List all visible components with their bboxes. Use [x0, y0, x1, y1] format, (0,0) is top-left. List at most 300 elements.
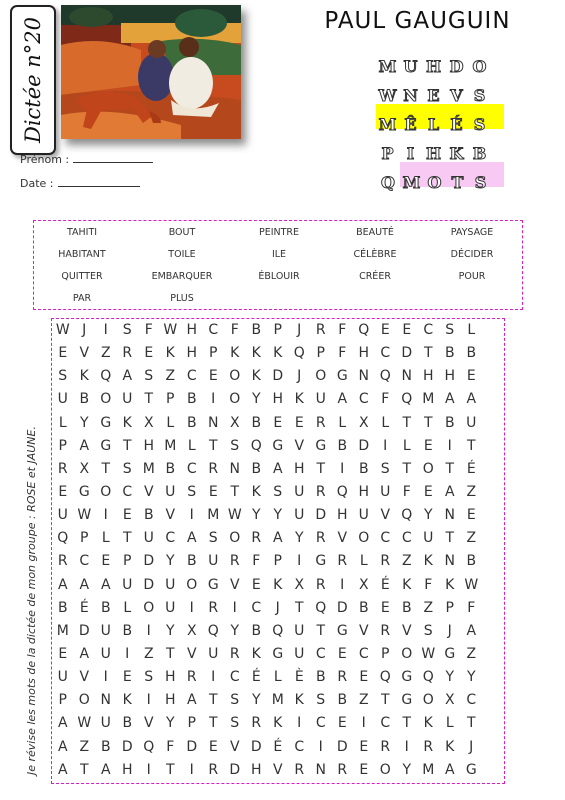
- word-search-letter[interactable]: K: [251, 483, 261, 500]
- word-search-letter[interactable]: R: [186, 669, 197, 686]
- word-search-letter[interactable]: C: [186, 460, 197, 477]
- word-search-letter[interactable]: W: [421, 645, 436, 662]
- word-search-letter[interactable]: M: [142, 460, 155, 477]
- word-search-letter[interactable]: X: [358, 414, 369, 431]
- word-search-letter[interactable]: B: [100, 599, 111, 616]
- word-search-letter[interactable]: U: [100, 715, 111, 732]
- word-search-letter[interactable]: K: [273, 576, 283, 593]
- prenom-line[interactable]: [73, 152, 153, 163]
- word-search-letter[interactable]: K: [165, 345, 175, 362]
- word-search-letter[interactable]: L: [166, 414, 175, 431]
- word-search-letter[interactable]: C: [380, 345, 391, 362]
- word-search-letter[interactable]: I: [211, 669, 216, 686]
- word-search-letter[interactable]: S: [187, 483, 197, 500]
- word-search-letter[interactable]: E: [380, 599, 390, 616]
- word-search-letter[interactable]: O: [229, 391, 241, 408]
- word-search-letter[interactable]: S: [208, 530, 218, 547]
- word-search-letter[interactable]: L: [338, 414, 347, 431]
- word-search-letter[interactable]: K: [273, 345, 283, 362]
- word-search-letter[interactable]: I: [146, 622, 151, 639]
- date-line[interactable]: [58, 176, 140, 187]
- word-search-letter[interactable]: E: [380, 322, 390, 338]
- word-search-letter[interactable]: S: [122, 460, 132, 477]
- word-search-letter[interactable]: A: [79, 576, 90, 593]
- word-search-letter[interactable]: T: [466, 715, 476, 732]
- word-search-letter[interactable]: G: [272, 645, 284, 662]
- word-search-letter[interactable]: J: [469, 738, 474, 755]
- word-search-letter[interactable]: D: [336, 738, 348, 755]
- word-search-letter[interactable]: T: [101, 460, 111, 477]
- word-search-letter[interactable]: Q: [315, 599, 327, 616]
- word-search-letter[interactable]: G: [100, 414, 112, 431]
- word-search-letter[interactable]: Y: [251, 391, 261, 408]
- word-search-letter[interactable]: H: [121, 761, 133, 778]
- word-search-letter[interactable]: G: [315, 437, 327, 454]
- word-search-letter[interactable]: X: [186, 622, 197, 639]
- word-search-letter[interactable]: T: [165, 645, 175, 662]
- word-search-letter[interactable]: Q: [57, 530, 69, 547]
- word-search-letter[interactable]: T: [294, 599, 304, 616]
- word-search-letter[interactable]: C: [229, 669, 240, 686]
- word-search-letter[interactable]: P: [58, 692, 67, 709]
- word-search-letter[interactable]: I: [103, 669, 108, 686]
- word-search-letter[interactable]: H: [444, 368, 456, 385]
- word-search-letter[interactable]: A: [79, 645, 90, 662]
- word-search-letter[interactable]: O: [186, 576, 198, 593]
- word-search-letter[interactable]: E: [337, 645, 347, 662]
- word-search-letter[interactable]: T: [208, 715, 218, 732]
- word-search-letter[interactable]: I: [297, 553, 302, 570]
- word-search-letter[interactable]: S: [273, 483, 283, 500]
- word-search-letter[interactable]: S: [380, 460, 390, 477]
- word-search-letter[interactable]: K: [251, 345, 261, 362]
- word-search-letter[interactable]: S: [144, 368, 154, 385]
- word-search-letter[interactable]: V: [229, 576, 240, 593]
- word-search-letter[interactable]: W: [77, 507, 92, 524]
- word-search-letter[interactable]: G: [272, 437, 284, 454]
- word-search-letter[interactable]: S: [144, 669, 154, 686]
- word-search-letter[interactable]: Q: [293, 345, 305, 362]
- word-search-letter[interactable]: D: [315, 507, 327, 524]
- word-search-letter[interactable]: C: [423, 322, 434, 338]
- word-search-letter[interactable]: X: [444, 692, 455, 709]
- word-search-letter[interactable]: A: [337, 391, 348, 408]
- word-search-letter[interactable]: R: [380, 738, 391, 755]
- word-search-letter[interactable]: I: [297, 715, 302, 732]
- word-search-letter[interactable]: X: [229, 414, 240, 431]
- word-search-letter[interactable]: Y: [294, 530, 304, 547]
- word-search-letter[interactable]: A: [79, 437, 90, 454]
- word-search-letter[interactable]: M: [422, 391, 435, 408]
- word-search-letter[interactable]: A: [466, 391, 477, 408]
- word-search-letter[interactable]: E: [208, 738, 218, 755]
- word-search-letter[interactable]: T: [445, 460, 455, 477]
- word-search-letter[interactable]: O: [315, 368, 327, 385]
- word-search-letter[interactable]: B: [337, 437, 348, 454]
- word-search-letter[interactable]: C: [380, 530, 391, 547]
- word-search-letter[interactable]: L: [402, 437, 411, 454]
- word-search-letter[interactable]: E: [466, 368, 476, 385]
- word-search-letter[interactable]: D: [186, 738, 198, 755]
- word-search-letter[interactable]: I: [125, 645, 130, 662]
- word-search-letter[interactable]: U: [294, 645, 305, 662]
- word-search-letter[interactable]: C: [251, 599, 262, 616]
- word-search-letter[interactable]: E: [251, 576, 261, 593]
- word-search-letter[interactable]: G: [207, 576, 219, 593]
- word-search-letter[interactable]: I: [189, 507, 194, 524]
- word-search-letter[interactable]: E: [58, 645, 68, 662]
- word-search-letter[interactable]: L: [101, 530, 110, 547]
- word-search-letter[interactable]: E: [273, 414, 283, 431]
- word-search-letter[interactable]: N: [444, 507, 455, 524]
- word-search-letter[interactable]: Y: [423, 507, 433, 524]
- word-search-letter[interactable]: N: [358, 368, 369, 385]
- word-search-letter[interactable]: O: [143, 599, 155, 616]
- word-search-letter[interactable]: O: [401, 645, 413, 662]
- word-search-letter[interactable]: T: [402, 460, 412, 477]
- word-search-letter[interactable]: T: [165, 761, 175, 778]
- word-search-letter[interactable]: G: [336, 622, 348, 639]
- word-search-letter[interactable]: B: [315, 669, 326, 686]
- word-search-letter[interactable]: U: [208, 553, 219, 570]
- word-search-letter[interactable]: D: [121, 738, 133, 755]
- word-search-letter[interactable]: A: [444, 483, 455, 500]
- word-search-letter[interactable]: E: [359, 761, 369, 778]
- word-search-letter[interactable]: V: [143, 715, 154, 732]
- word-search-letter[interactable]: K: [251, 645, 261, 662]
- word-search-letter[interactable]: W: [55, 322, 70, 338]
- word-search-letter[interactable]: U: [294, 507, 305, 524]
- word-search-letter[interactable]: T: [144, 391, 154, 408]
- word-search-letter[interactable]: H: [186, 322, 198, 338]
- word-search-letter[interactable]: S: [423, 622, 433, 639]
- word-search-letter[interactable]: V: [337, 530, 348, 547]
- word-search-letter[interactable]: Y: [466, 669, 476, 686]
- word-search-letter[interactable]: T: [402, 414, 412, 431]
- word-search-letter[interactable]: C: [358, 391, 369, 408]
- word-search-letter[interactable]: K: [423, 553, 433, 570]
- word-search-letter[interactable]: A: [100, 576, 111, 593]
- word-search-letter[interactable]: H: [358, 345, 370, 362]
- word-search-letter[interactable]: D: [78, 622, 90, 639]
- word-search-letter[interactable]: B: [122, 715, 133, 732]
- word-search-letter[interactable]: Q: [143, 738, 155, 755]
- word-search-letter[interactable]: C: [186, 368, 197, 385]
- word-search-letter[interactable]: P: [80, 530, 89, 547]
- word-search-letter[interactable]: A: [186, 530, 197, 547]
- word-search-letter[interactable]: Z: [466, 530, 477, 547]
- word-search-letter[interactable]: Z: [143, 645, 154, 662]
- word-search-letter[interactable]: T: [423, 414, 433, 431]
- word-search-letter[interactable]: A: [122, 368, 133, 385]
- word-search-letter[interactable]: O: [100, 391, 112, 408]
- word-search-letter[interactable]: A: [186, 692, 197, 709]
- word-search-letter[interactable]: E: [101, 553, 111, 570]
- word-search-letter[interactable]: É: [466, 460, 476, 477]
- word-search-letter[interactable]: J: [297, 322, 302, 338]
- word-search-letter[interactable]: N: [208, 414, 219, 431]
- word-search-letter[interactable]: R: [315, 322, 326, 338]
- word-search-letter[interactable]: O: [422, 460, 434, 477]
- word-search-letter[interactable]: U: [423, 530, 434, 547]
- word-search-letter[interactable]: E: [423, 483, 433, 500]
- word-search-letter[interactable]: E: [337, 715, 347, 732]
- word-search-letter[interactable]: R: [251, 715, 262, 732]
- word-search-letter[interactable]: Q: [272, 622, 284, 639]
- word-search-letter[interactable]: B: [186, 553, 197, 570]
- word-search-letter[interactable]: U: [315, 391, 326, 408]
- word-search-letter[interactable]: É: [251, 669, 261, 686]
- word-search-letter[interactable]: A: [444, 391, 455, 408]
- word-search-letter[interactable]: E: [208, 483, 218, 500]
- word-search-letter[interactable]: K: [294, 692, 304, 709]
- word-search-letter[interactable]: U: [57, 391, 68, 408]
- word-search-letter[interactable]: U: [165, 599, 176, 616]
- word-search-letter[interactable]: W: [464, 576, 479, 593]
- word-search-letter[interactable]: U: [358, 507, 369, 524]
- word-search-letter[interactable]: U: [208, 645, 219, 662]
- word-search-letter[interactable]: G: [401, 669, 413, 686]
- word-search-letter[interactable]: R: [380, 622, 391, 639]
- word-search-letter[interactable]: C: [122, 483, 133, 500]
- word-search-letter[interactable]: K: [423, 715, 433, 732]
- word-search-letter[interactable]: R: [337, 761, 348, 778]
- word-search-letter[interactable]: V: [294, 437, 305, 454]
- word-search-letter[interactable]: E: [144, 345, 154, 362]
- word-search-letter[interactable]: V: [272, 761, 283, 778]
- word-search-letter[interactable]: R: [229, 645, 240, 662]
- word-search-letter[interactable]: D: [229, 761, 241, 778]
- word-search-letter[interactable]: C: [380, 715, 391, 732]
- word-search-letter[interactable]: E: [58, 483, 68, 500]
- word-search-letter[interactable]: M: [271, 692, 284, 709]
- word-search-letter[interactable]: F: [230, 322, 239, 338]
- word-search-letter[interactable]: G: [465, 761, 477, 778]
- word-search-letter[interactable]: K: [273, 715, 283, 732]
- word-search-letter[interactable]: P: [123, 553, 132, 570]
- word-search-letter[interactable]: E: [423, 437, 433, 454]
- word-search-letter[interactable]: Q: [250, 437, 262, 454]
- word-search-letter[interactable]: M: [207, 507, 220, 524]
- word-search-letter[interactable]: G: [336, 368, 348, 385]
- word-search-letter[interactable]: C: [466, 692, 477, 709]
- word-search-letter[interactable]: Z: [423, 599, 434, 616]
- word-search-letter[interactable]: V: [165, 507, 176, 524]
- word-search-letter[interactable]: B: [466, 345, 477, 362]
- word-search-letter[interactable]: V: [79, 345, 90, 362]
- word-search-letter[interactable]: R: [337, 553, 348, 570]
- word-search-letter[interactable]: R: [423, 738, 434, 755]
- word-search-letter[interactable]: E: [466, 507, 476, 524]
- word-search-letter[interactable]: P: [381, 645, 390, 662]
- word-search-letter[interactable]: P: [187, 715, 196, 732]
- word-search-letter[interactable]: I: [447, 437, 452, 454]
- word-search-letter[interactable]: D: [336, 599, 348, 616]
- word-search-letter[interactable]: U: [165, 483, 176, 500]
- word-search-letter[interactable]: V: [143, 483, 154, 500]
- word-search-letter[interactable]: D: [358, 437, 370, 454]
- word-search-letter[interactable]: Q: [422, 669, 434, 686]
- word-search-letter[interactable]: P: [166, 391, 175, 408]
- word-search-letter[interactable]: H: [186, 345, 198, 362]
- word-search-letter[interactable]: W: [163, 322, 178, 338]
- word-search-letter[interactable]: Q: [401, 391, 413, 408]
- word-search-letter[interactable]: H: [164, 669, 176, 686]
- word-search-letter[interactable]: L: [381, 414, 390, 431]
- word-search-letter[interactable]: B: [401, 599, 412, 616]
- word-search-letter[interactable]: O: [100, 483, 112, 500]
- word-search-letter[interactable]: S: [122, 322, 132, 338]
- word-search-letter[interactable]: Z: [165, 368, 176, 385]
- word-search-letter[interactable]: K: [122, 414, 132, 431]
- word-search-letter[interactable]: P: [273, 322, 282, 338]
- word-search-letter[interactable]: B: [466, 553, 477, 570]
- word-search-letter[interactable]: K: [251, 368, 261, 385]
- word-search-letter[interactable]: Y: [251, 507, 261, 524]
- word-search-letter[interactable]: I: [189, 761, 194, 778]
- word-search-letter[interactable]: I: [211, 391, 216, 408]
- word-search-letter[interactable]: W: [77, 715, 92, 732]
- word-search-letter[interactable]: U: [57, 507, 68, 524]
- word-search-letter[interactable]: K: [122, 692, 132, 709]
- word-search-letter[interactable]: G: [315, 553, 327, 570]
- word-search-letter[interactable]: T: [122, 437, 132, 454]
- word-search-letter[interactable]: L: [58, 414, 67, 431]
- word-search-letter[interactable]: U: [100, 645, 111, 662]
- word-search-letter[interactable]: K: [79, 368, 89, 385]
- word-search-letter[interactable]: I: [146, 692, 151, 709]
- word-search-letter[interactable]: I: [146, 761, 151, 778]
- word-search-letter[interactable]: R: [315, 483, 326, 500]
- word-search-letter[interactable]: M: [422, 761, 435, 778]
- word-search-letter[interactable]: Y: [230, 622, 240, 639]
- word-search-letter[interactable]: S: [230, 437, 240, 454]
- word-search-letter[interactable]: X: [358, 576, 369, 593]
- word-search-letter[interactable]: N: [401, 368, 412, 385]
- word-search-letter[interactable]: T: [230, 483, 240, 500]
- word-search-letter[interactable]: B: [186, 391, 197, 408]
- word-search-letter[interactable]: I: [404, 738, 409, 755]
- word-search-letter[interactable]: Y: [251, 692, 261, 709]
- word-search-letter[interactable]: Z: [466, 645, 477, 662]
- word-search-letter[interactable]: C: [315, 645, 326, 662]
- word-search-letter[interactable]: A: [57, 576, 68, 593]
- word-search-letter[interactable]: M: [164, 437, 177, 454]
- word-search-letter[interactable]: T: [122, 530, 132, 547]
- word-search-letter[interactable]: J: [297, 368, 302, 385]
- word-search-letter[interactable]: U: [143, 530, 154, 547]
- word-search-letter[interactable]: U: [57, 669, 68, 686]
- word-search-letter[interactable]: A: [272, 530, 283, 547]
- word-search-letter[interactable]: D: [272, 368, 284, 385]
- word-search-letter[interactable]: C: [294, 738, 305, 755]
- word-search-letter[interactable]: U: [380, 483, 391, 500]
- word-search-letter[interactable]: N: [229, 460, 240, 477]
- word-search-letter[interactable]: F: [424, 576, 433, 593]
- word-search-letter[interactable]: F: [381, 391, 390, 408]
- word-search-letter[interactable]: L: [123, 599, 132, 616]
- word-search-letter[interactable]: Z: [358, 692, 369, 709]
- word-search-letter[interactable]: A: [57, 761, 68, 778]
- word-search-letter[interactable]: T: [208, 437, 218, 454]
- word-search-letter[interactable]: G: [100, 437, 112, 454]
- word-search-letter[interactable]: I: [103, 507, 108, 524]
- word-search-letter[interactable]: T: [316, 460, 326, 477]
- word-search-letter[interactable]: P: [58, 437, 67, 454]
- word-search-letter[interactable]: J: [82, 322, 87, 338]
- word-search-letter[interactable]: G: [444, 645, 456, 662]
- word-search-letter[interactable]: L: [467, 322, 476, 338]
- word-search-letter[interactable]: K: [230, 345, 240, 362]
- word-search-letter[interactable]: C: [79, 553, 90, 570]
- word-search-letter[interactable]: Q: [336, 483, 348, 500]
- word-search-letter[interactable]: C: [165, 530, 176, 547]
- word-search-letter[interactable]: P: [445, 599, 454, 616]
- word-search-letter[interactable]: Z: [79, 738, 90, 755]
- word-search-letter[interactable]: B: [358, 599, 369, 616]
- word-search-letter[interactable]: F: [166, 738, 175, 755]
- word-search-letter[interactable]: É: [380, 576, 390, 593]
- word-search-letter[interactable]: B: [251, 322, 262, 338]
- word-search-letter[interactable]: X: [79, 460, 90, 477]
- word-search-letter[interactable]: F: [144, 322, 153, 338]
- word-search-letter[interactable]: B: [143, 507, 154, 524]
- word-search-letter[interactable]: Q: [100, 368, 112, 385]
- word-search-letter[interactable]: B: [165, 460, 176, 477]
- word-search-letter[interactable]: T: [380, 692, 390, 709]
- word-search-letter[interactable]: C: [315, 715, 326, 732]
- word-search-letter[interactable]: U: [100, 622, 111, 639]
- word-search-letter[interactable]: I: [340, 576, 345, 593]
- word-search-letter[interactable]: Y: [402, 761, 412, 778]
- word-search-letter[interactable]: È: [294, 669, 304, 686]
- word-search-letter[interactable]: M: [56, 622, 69, 639]
- word-search-letter[interactable]: V: [229, 738, 240, 755]
- word-search-letter[interactable]: E: [359, 738, 369, 755]
- word-search-letter[interactable]: V: [401, 622, 412, 639]
- word-search-letter[interactable]: B: [100, 738, 111, 755]
- prenom-field[interactable]: [20, 152, 153, 166]
- word-search-letter[interactable]: D: [250, 738, 262, 755]
- word-search-letter[interactable]: H: [164, 692, 176, 709]
- word-search-letter[interactable]: A: [466, 622, 477, 639]
- word-search-letter[interactable]: F: [467, 599, 476, 616]
- word-search-letter[interactable]: É: [273, 738, 283, 755]
- word-search-letter[interactable]: E: [122, 507, 132, 524]
- word-search-letter[interactable]: W: [227, 507, 242, 524]
- word-search-letter[interactable]: K: [402, 576, 412, 593]
- word-search-letter[interactable]: V: [358, 622, 369, 639]
- word-search-letter[interactable]: H: [293, 460, 305, 477]
- word-search-letter[interactable]: K: [294, 391, 304, 408]
- word-search-letter[interactable]: B: [122, 622, 133, 639]
- word-search-letter[interactable]: Y: [165, 715, 175, 732]
- word-search-letter[interactable]: V: [186, 645, 197, 662]
- word-search-letter[interactable]: T: [466, 437, 476, 454]
- word-search-letter[interactable]: Q: [207, 622, 219, 639]
- word-search-letter[interactable]: V: [79, 669, 90, 686]
- word-search-letter[interactable]: O: [379, 761, 391, 778]
- word-search-letter[interactable]: O: [229, 530, 241, 547]
- word-search-letter[interactable]: G: [401, 692, 413, 709]
- word-search-letter[interactable]: E: [58, 345, 68, 362]
- word-search-letter[interactable]: G: [78, 483, 90, 500]
- word-search-letter[interactable]: Z: [401, 553, 412, 570]
- word-search-letter[interactable]: Z: [466, 483, 477, 500]
- word-search-letter[interactable]: R: [122, 345, 133, 362]
- word-search-letter[interactable]: F: [252, 553, 261, 570]
- word-search-letter[interactable]: B: [57, 599, 68, 616]
